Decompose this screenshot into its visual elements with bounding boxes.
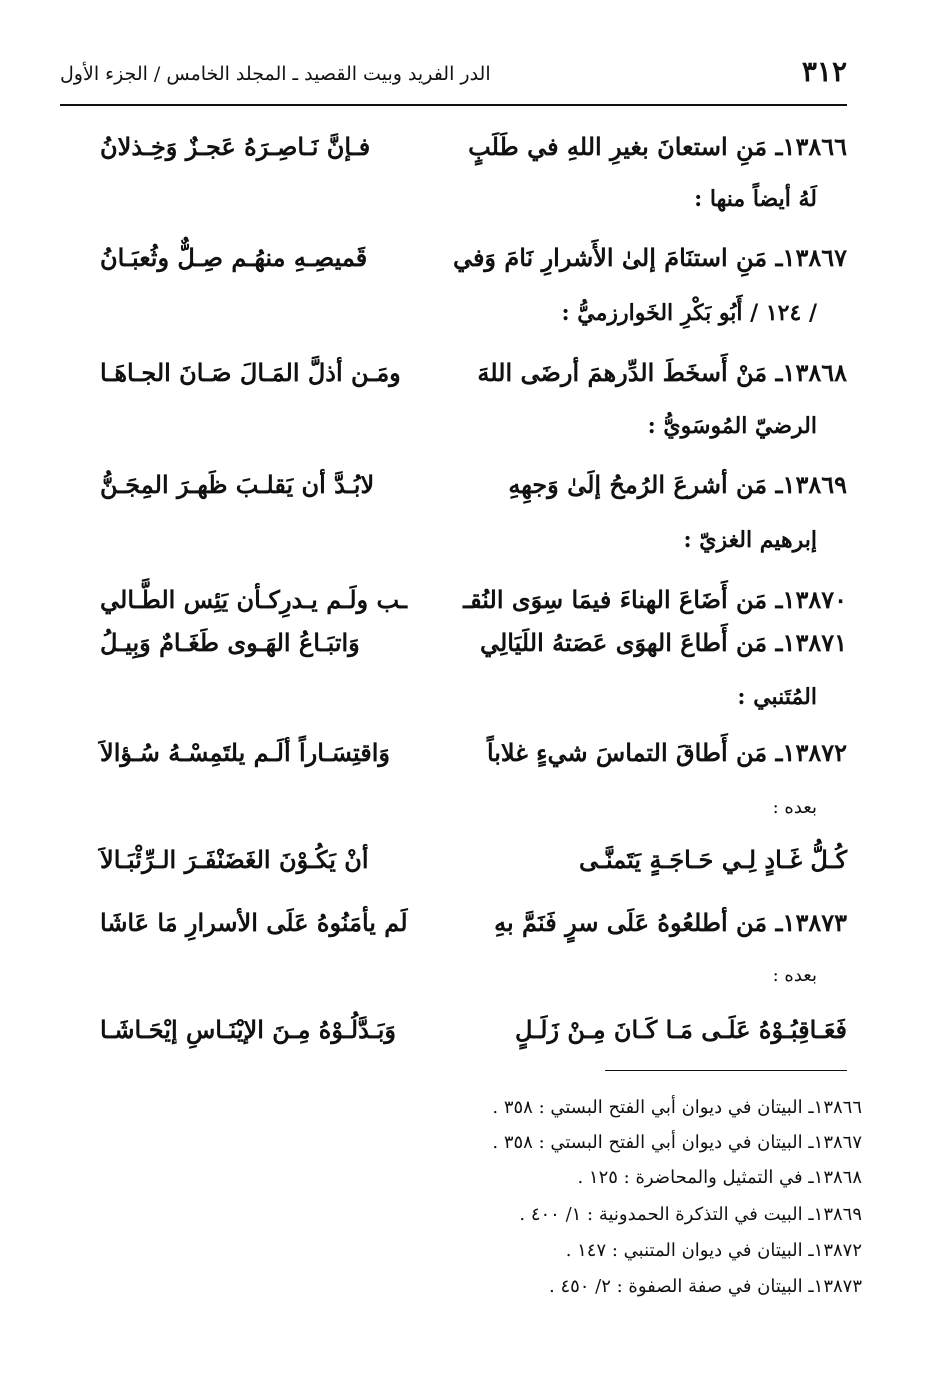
verse-first-hemistich: ١٣٨٧٣ـ مَن أطلعُوهُ عَلَى سرٍ فَنَمَّ بهِ xyxy=(494,908,847,937)
poet-attribution: المُتَنبي : xyxy=(737,684,817,710)
verse-second-hemistich: أنْ يَكُـوْنَ الغَضَنْفَـرَ الـرِّئْبَـالاَ xyxy=(100,845,369,874)
verse-first-hemistich: ١٣٨٦٩ـ مَن أشرعَ الرُمحُ إلَىٰ وَجهِهِ xyxy=(508,470,847,499)
verse-first-hemistich: ١٣٨٧٢ـ مَن أَطاقَ التماسَ شيءٍ غلاباً xyxy=(486,738,847,767)
footnote: ١٣٨٦٧ـ البيتان في ديوان أبي الفتح البستي : ٣٥٨ . xyxy=(492,1132,862,1153)
footnote-rule xyxy=(605,1070,847,1071)
footnote: ١٣٨٧٢ـ البيتان في ديوان المتنبي : ١٤٧ . xyxy=(565,1240,862,1261)
running-title: الدر الفريد وبيت القصيد ـ المجلد الخامس / الجزء الأول xyxy=(60,63,491,85)
poet-attribution: إبرهيم الغزيّ : xyxy=(683,527,817,553)
poet-attribution: الرضيّ المُوسَويُّ : xyxy=(647,413,817,439)
verse-second-hemistich: وَبَـدَّلُـوْهُ مِـنَ الإيْنَـاسِ إيْحَـاشَـا xyxy=(100,1015,396,1044)
page-number: ٣١٢ xyxy=(801,55,847,88)
verse-first-hemistich: ١٣٨٦٦ـ مَنِ استعانَ بغيرِ اللهِ في طَلَبٍ xyxy=(468,132,847,161)
verse-first-hemistich: ١٣٨٧٠ـ مَن أَضَاعَ الهناءَ فيمَا سِوَى النُقـ xyxy=(463,585,847,614)
page-header xyxy=(60,55,847,100)
verse-first-hemistich: فَعَـاقِبُـوْهُ عَلَـى مَـا كَـانَ مِـنْ زَلَـلٍ xyxy=(514,1015,847,1044)
footnote: ١٣٨٧٣ـ البيتان في صفة الصفوة : ٢/ ٤٥٠ . xyxy=(548,1276,862,1297)
verse-second-hemistich: لَم يأمَنُوهُ عَلَى الأسرارِ مَا عَاشَا xyxy=(100,908,408,937)
verse-first-hemistich: ١٣٨٦٨ـ مَنْ أَسخَطَ الدِّرهمَ أرضَى اللهَ xyxy=(477,358,847,387)
verse-second-hemistich: فـإنَّ نَـاصِـرَهُ عَجـزٌ وَخِـذلانُ xyxy=(100,132,371,161)
header-rule xyxy=(60,104,847,106)
verse-first-hemistich: ١٣٨٦٧ـ مَنِ استنَامَ إلىٰ الأَشرارِ نَامَ وَفي xyxy=(452,243,847,272)
poet-attribution: / ١٢٤ / أَبُو بَكْرِ الخَوارزميُّ : xyxy=(561,300,817,326)
verse-second-hemistich: قَميصِـهِ منهُـم صِـلٌّ وثُعبَـانُ xyxy=(100,243,368,272)
verse-second-hemistich: ـب ولَـم يـدرِكـأن يَئِس الطَّـالي xyxy=(100,585,408,614)
footnote: ١٣٨٦٦ـ البيتان في ديوان أبي الفتح البستي : ٣٥٨ . xyxy=(492,1097,862,1118)
verse-first-hemistich: ١٣٨٧١ـ مَن أَطاعَ الهوَى عَصَتهُ اللَيَالِي xyxy=(479,628,847,657)
verse-second-hemistich: ومَـن أذلَّ المَـالَ صَـانَ الجـاهَـا xyxy=(100,358,401,387)
verse-second-hemistich: لابُـدَّ أن يَقلـبَ ظَهـرَ المِجَـنُّ xyxy=(100,470,375,499)
footnote: ١٣٨٦٨ـ في التمثيل والمحاضرة : ١٢٥ . xyxy=(577,1167,862,1188)
verse-second-hemistich: وَاقتِسَـاراً ألَـم يلتَمِسْـهُ سُـؤالاَ xyxy=(100,738,390,767)
continuation-note: بعده : xyxy=(772,965,817,986)
continuation-note: بعده : xyxy=(772,797,817,818)
poet-attribution: لَهُ أيضاً منها : xyxy=(694,186,817,212)
verse-second-hemistich: وَاتبَـاعُ الهَـوى طَغَـامٌ وَبِيـلُ xyxy=(100,628,360,657)
verse-first-hemistich: كُـلُّ غَـادٍ لِـي حَـاجَـةٍ يَتَمنَّـى xyxy=(579,845,847,874)
footnote: ١٣٨٦٩ـ البيت في التذكرة الحمدونية : ١/ ٤٠٠ . xyxy=(519,1204,862,1225)
